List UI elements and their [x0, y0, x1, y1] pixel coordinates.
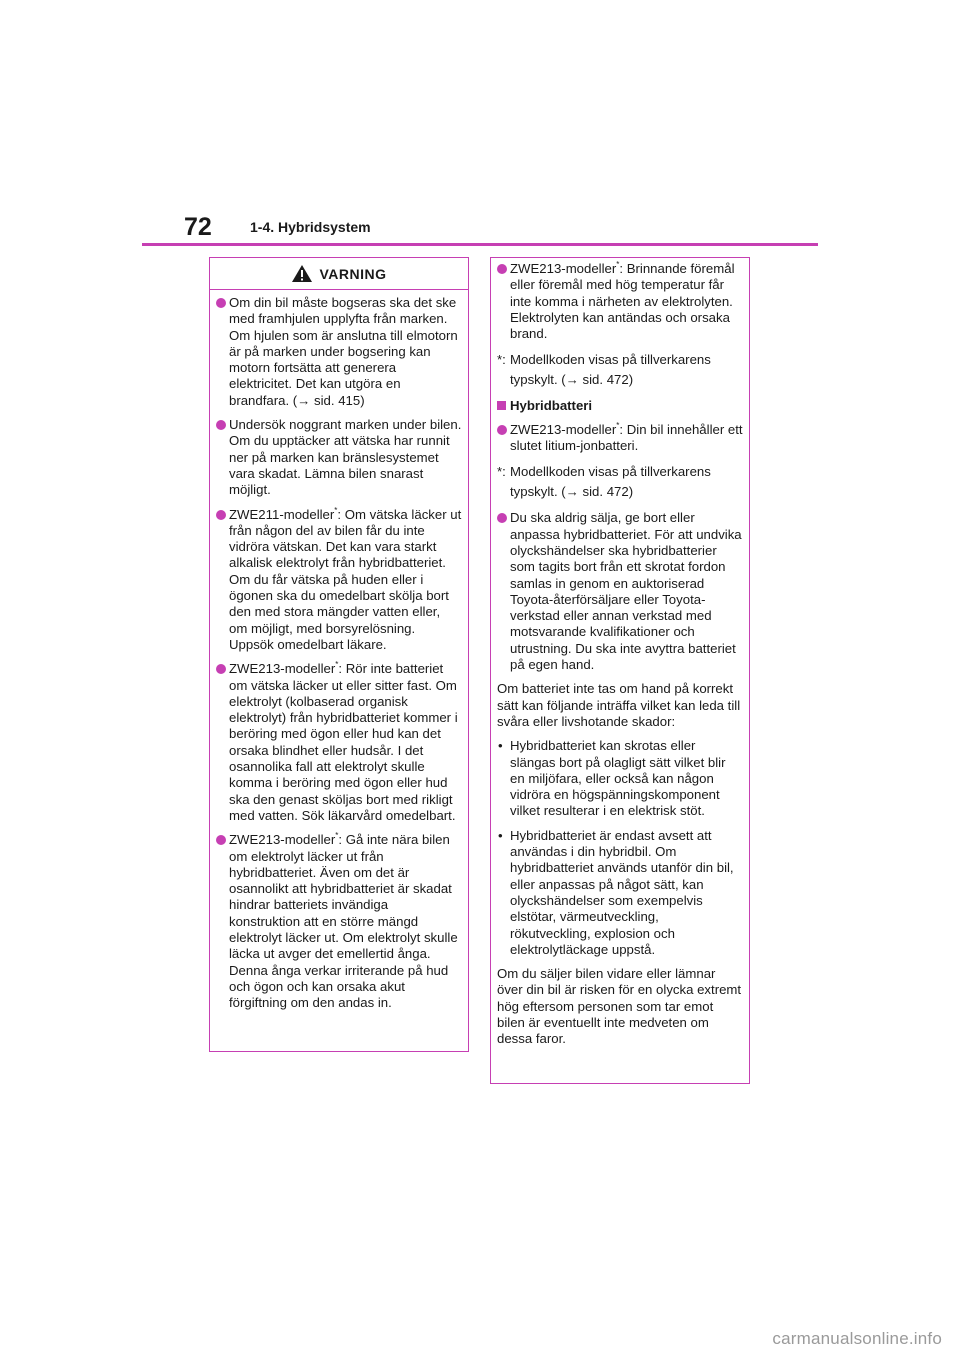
bullet-icon	[497, 513, 507, 523]
warning-item	[497, 510, 743, 673]
footnote-line: Modellkoden visas på tillverkarens	[510, 464, 711, 480]
footnote	[497, 350, 743, 390]
model-code: ZWE211-modeller	[229, 506, 335, 522]
footnote-mark: *:	[497, 352, 506, 368]
page-number: 72	[184, 213, 212, 241]
dot-bullet-icon: •	[498, 827, 503, 843]
header-rule	[142, 243, 818, 246]
warning-title: VARNING	[319, 265, 387, 282]
warning-item	[216, 507, 462, 654]
model-code: ZWE213-modeller	[229, 832, 336, 848]
paragraph: Om du säljer bilen vidare eller lämnar över din bil är risken för en olycka extremt hög eftersom personen som tar emot bilen är eventuellt inte medveten om dessa faror.	[497, 966, 742, 1047]
warning-item-text: : Rör inte batteriet om vätska läcker ut eller sitter fast. Om elektrolyt (kolbaserad organisk elektrolyt) från hybridbatteriet kommer i beröring med ögon eller hud kan det orsaka blindhet eller hudsår. I det osannolika fall att elektrolyt skulle komma i beröring med ögon eller hud ska den genast sköljas bort med rikligt med vatten. Sök läkarvård omedelbart.	[229, 661, 458, 823]
footnote-line: typskylt. (→ sid. 472)	[510, 484, 634, 500]
list-item	[497, 738, 743, 819]
footnote-star: *	[335, 831, 339, 841]
watermark: carmanualsonline.info	[772, 1329, 942, 1348]
warning-item-text: Undersök noggrant marken under bilen. Om du upptäcker att vätska har runnit ner på marken kan bränslesystemet vara skadat. Lämna bilen snarast möjligt.	[229, 417, 462, 498]
model-code: ZWE213-modeller	[229, 661, 336, 677]
footnote-star: *	[334, 505, 338, 515]
bullet-icon	[216, 835, 226, 845]
warning-item-text: : Brinnande föremål eller föremål med hög temperatur får inte komma i närheten av elektrolyten. Elektrolyten kan antändas och orsaka brand.	[510, 261, 735, 342]
footnote-line: Modellkoden visas på tillverkarens	[510, 352, 711, 368]
warning-item-text: : Gå inte nära bilen om elektrolyt läcker ut från hybridbatteriet. Även om det är osannolikt att hybridbatteriet är skadat hindrar batteriets invändiga konstruktion att en större mängd elektrolyt läcker ut. Om elektrolyt skulle läcka ut avger det emellertid ånga. Denna ånga verkar irriterande på hud och ögon och kan orsaka akut förgiftning om den andas in.	[229, 832, 458, 1011]
paragraph: Om batteriet inte tas om hand på korrekt sätt kan följande inträffa vilket kan leda till svåra eller livshotande skador:	[497, 681, 741, 729]
model-code: ZWE213-modeller	[510, 421, 617, 437]
square-bullet-icon	[497, 401, 506, 410]
bullet-icon	[497, 264, 507, 274]
warning-item	[216, 417, 462, 498]
bullet-icon	[216, 510, 226, 520]
model-code: ZWE213-modeller	[510, 261, 617, 276]
warning-item	[216, 832, 462, 1011]
dot-bullet-icon: •	[498, 738, 503, 754]
bullet-icon	[497, 425, 507, 435]
warning-item-text: : Din bil innehåller ett slutet litium-jonbatteri.	[510, 421, 743, 454]
warning-item-text: : Om vätska läcker ut från någon del av bilen får du inte vidröra vätskan. Det kan vara starkt alkalisk elektrolyt från hybridbatteriet. Om du får vätska på huden eller i ögonen ska du omedelbart skölja bort den med stora mängder vatten eller, om möjligt, med borsyrelösning. Uppsök omedelbart läkare.	[229, 506, 462, 652]
warning-header	[210, 258, 468, 290]
footnote-mark: *:	[497, 464, 506, 480]
subheading-text: Hybridbatteri	[510, 398, 593, 414]
footnote-line: typskylt. (→ sid. 472)	[510, 372, 634, 388]
warning-box	[209, 257, 469, 1052]
warning-item	[216, 295, 462, 409]
warning-item-text: Du ska aldrig sälja, ge bort eller anpassa hybridbatteriet. För att undvika olyckshändelser ska hybridbatterier som tagits bort från ett skrotat fordon samlas in genom en auktoriserad Toyota-återförsäljare eller Toyota-verkstad eller annan verkstad med motsvarande kvalifikationer och utrustning. Du ska inte avyttra batteriet på egen hand.	[510, 510, 742, 673]
bullet-icon	[216, 298, 226, 308]
warning-item	[497, 422, 743, 455]
list-item-text: Hybridbatteriet kan skrotas eller slängas bort på olagligt sätt vilket blir en miljöfara, eller också kan någon vidröra en högspänningskomponent vilket resulterar i en elektrisk stöt.	[510, 738, 726, 819]
warning-item-text: Om din bil måste bogseras ska det ske med framhjulen upplyfta från marken. Om hjulen som är anslutna till elmotorn är på marken under bogsering kan motorn fortsätta att generera elektricitet. Det kan utgöra en brandfara. (→ sid. 415)	[229, 295, 458, 408]
warning-triangle-icon	[291, 264, 313, 283]
continuation-box	[490, 257, 750, 1084]
warning-item	[216, 661, 462, 824]
footnote-star: *	[616, 260, 620, 269]
list-item-text: Hybridbatteriet är endast avsett att användas i din hybridbil. Om hybridbatteriet används utanför din bil, eller anpassas på något sätt, kan olyckshändelser som exempelvis elstötar, värmeutveckling, rökutveckling, explosion och elektrolytläckage uppstå.	[510, 827, 734, 957]
list-item	[497, 828, 743, 958]
footnote	[497, 462, 743, 502]
footnote-star: *	[616, 420, 620, 430]
footnote-star: *	[335, 660, 339, 670]
bullet-icon	[216, 420, 226, 430]
warning-item	[497, 261, 743, 342]
subheading-hybrid-battery	[497, 398, 743, 414]
bullet-icon	[216, 664, 226, 674]
section-title: 1-4. Hybridsystem	[250, 219, 371, 235]
